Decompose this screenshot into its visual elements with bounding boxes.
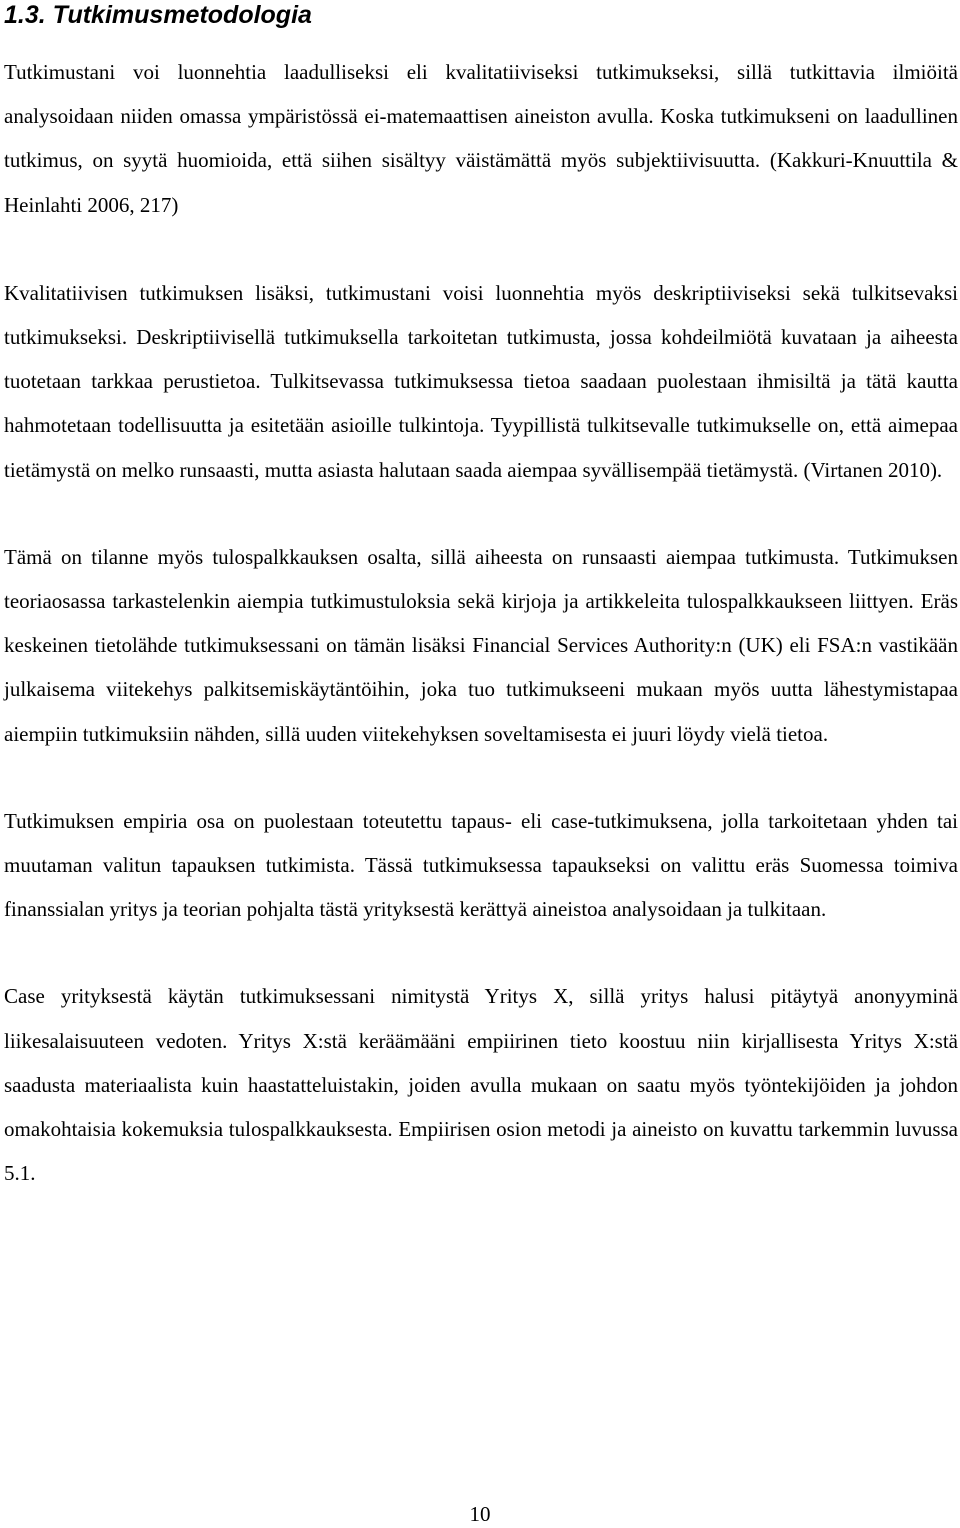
paragraph-prior-research: Tämä on tilanne myös tulospalkkauksen osalta, sillä aiheesta on runsaasti aiempaa tutkimusta. Tutkimuksen teoriaosassa tarkastelenkin aiempia tutkimustuloksia sekä kirjoja ja artikkeleita tulospalkkaukseen liittyen. Eräs keskeinen tietolähde tutkimuksessani on tämän lisäksi Financial Services Authority:n (UK) eli FSA:n vastikään julkaisema viitekehys palkitsemiskäytäntöihin, joka tuo tutkimukseeni mukaan myös uutta lähestymistapaa aiempiin tutkimuksiin nähden, sillä uuden viitekehyksen soveltamisesta ei juuri löydy vielä tietoa.: [4, 544, 958, 746]
paragraph-research-type: Tutkimustani voi luonnehtia laadulliseksi eli kvalitatiiviseksi tutkimukseksi, sillä tutkittavia ilmiöitä analysoidaan niiden omassa ympäristössä ei-matemaattisen aineiston avulla. Koska tutkimukseni on laadullinen tutkimus, on syytä huomioida, että siihen sisältyy väistämättä myös subjektiivisuutta. (Kakkuri-Knuuttila & Heinlahti 2006, 217): [4, 60, 958, 217]
page-number: 10: [469, 1502, 491, 1526]
paragraph-case-company: Case yrityksestä käytän tutkimuksessani nimitystä Yritys X, sillä yritys halusi pitäytyä anonyyminä liikesalaisuuteen vedoten. Yritys X:stä keräämääni empiirinen tieto koostuu niin kirjallisesta Yritys X:stä saadusta materiaalista kuin haastatteluistakin, joiden avulla mukaan on saatu myös työntekijöiden ja johdon omakohtaisia kokemuksia tulospalkkauksesta. Empiirisen osion metodi ja aineisto on kuvattu tarkemmin luvussa 5.1.: [4, 984, 958, 1186]
paragraph-case-study: Tutkimuksen empiria osa on puolestaan toteutettu tapaus- eli case-tutkimuksena, jolla tarkoitetaan yhden tai muutaman valitun tapauksen tutkimista. Tässä tutkimuksessa tapaukseksi on valittu eräs Suomessa toimiva finanssialan yritys ja teorian pohjalta tästä yrityksestä kerättyä aineistoa analysoidaan ja tulkitaan.: [4, 808, 958, 922]
paragraph-descriptive-interpretive: Kvalitatiivisen tutkimuksen lisäksi, tutkimustani voisi luonnehtia myös deskriptiiviseksi sekä tulkitsevaksi tutkimukseksi. Deskriptiivisellä tutkimuksella tarkoitetan tutkimusta, jossa kohdeilmiötä kuvataan ja aiheesta tuotetaan tarkkaa perustietoa. Tulkitsevassa tutkimuksessa tietoa saadaan puolestaan ihmisiltä ja tätä kautta hahmotetaan todellisuutta ja esitetään asioille tulkintoja. Tyypillistä tulkitsevalle tutkimukselle on, että aimepaa tietämystä on melko runsaasti, mutta asiasta halutaan saada aiempaa syvällisempää tietämystä. (Virtanen 2010).: [4, 280, 958, 482]
section-heading: 1.3. Tutkimusmetodologia: [4, 1, 312, 29]
